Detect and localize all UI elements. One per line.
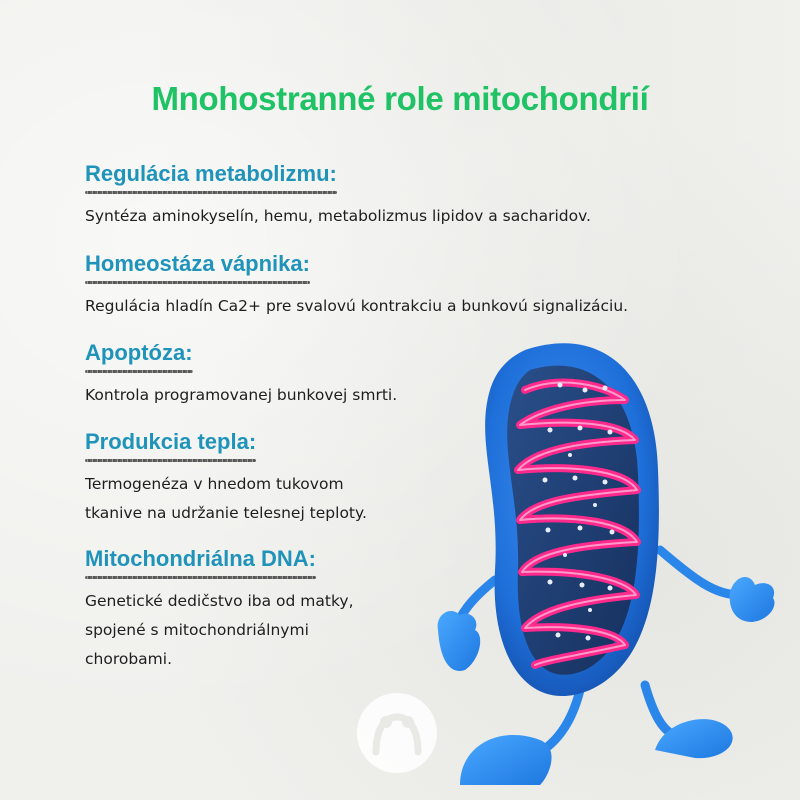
section-heading: Regulácia metabolizmu: (85, 160, 337, 194)
hand-left (438, 611, 481, 671)
section-metabolism (85, 160, 725, 231)
section-line: chorobami. (85, 650, 173, 668)
section-text (85, 587, 425, 674)
section-text (85, 381, 397, 410)
section-heading: Homeostáza vápnika: (85, 250, 310, 284)
section-mtdna (85, 545, 425, 674)
section-apoptosis (85, 339, 397, 410)
section-calcium (85, 250, 765, 321)
section-heading: Mitochondriálna DNA: (85, 545, 316, 579)
section-line: Syntéza aminokyselín, hemu, metabolizmus lipidov a sacharidov. (85, 207, 591, 225)
section-line: Genetické dedičstvo iba od matky, (85, 592, 354, 610)
section-text (85, 202, 725, 231)
section-text (85, 292, 765, 321)
page-title: Mnohostranné role mitochondrií (151, 80, 649, 117)
section-line: spojené s mitochondriálnymi (85, 621, 309, 639)
section-line: Regulácia hladín Ca2+ pre svalovú kontrakciu a bunkovú signalizáciu. (85, 297, 629, 315)
foot-left (460, 735, 552, 785)
mitochondria-cartoon-icon (430, 330, 800, 800)
section-heat (85, 428, 415, 528)
section-line: Kontrola programovanej bunkovej smrti. (85, 386, 398, 404)
logo-icon (356, 692, 438, 774)
hand-right (730, 577, 775, 622)
section-heading: Apoptóza: (85, 339, 193, 373)
section-heading: Produkcia tepla: (85, 428, 256, 462)
arm-right (660, 550, 740, 595)
section-line: Termogenéza v hnedom tukovom (85, 475, 344, 493)
section-text (85, 470, 415, 528)
section-line: tkanive na udržanie telesnej teploty. (85, 504, 367, 522)
